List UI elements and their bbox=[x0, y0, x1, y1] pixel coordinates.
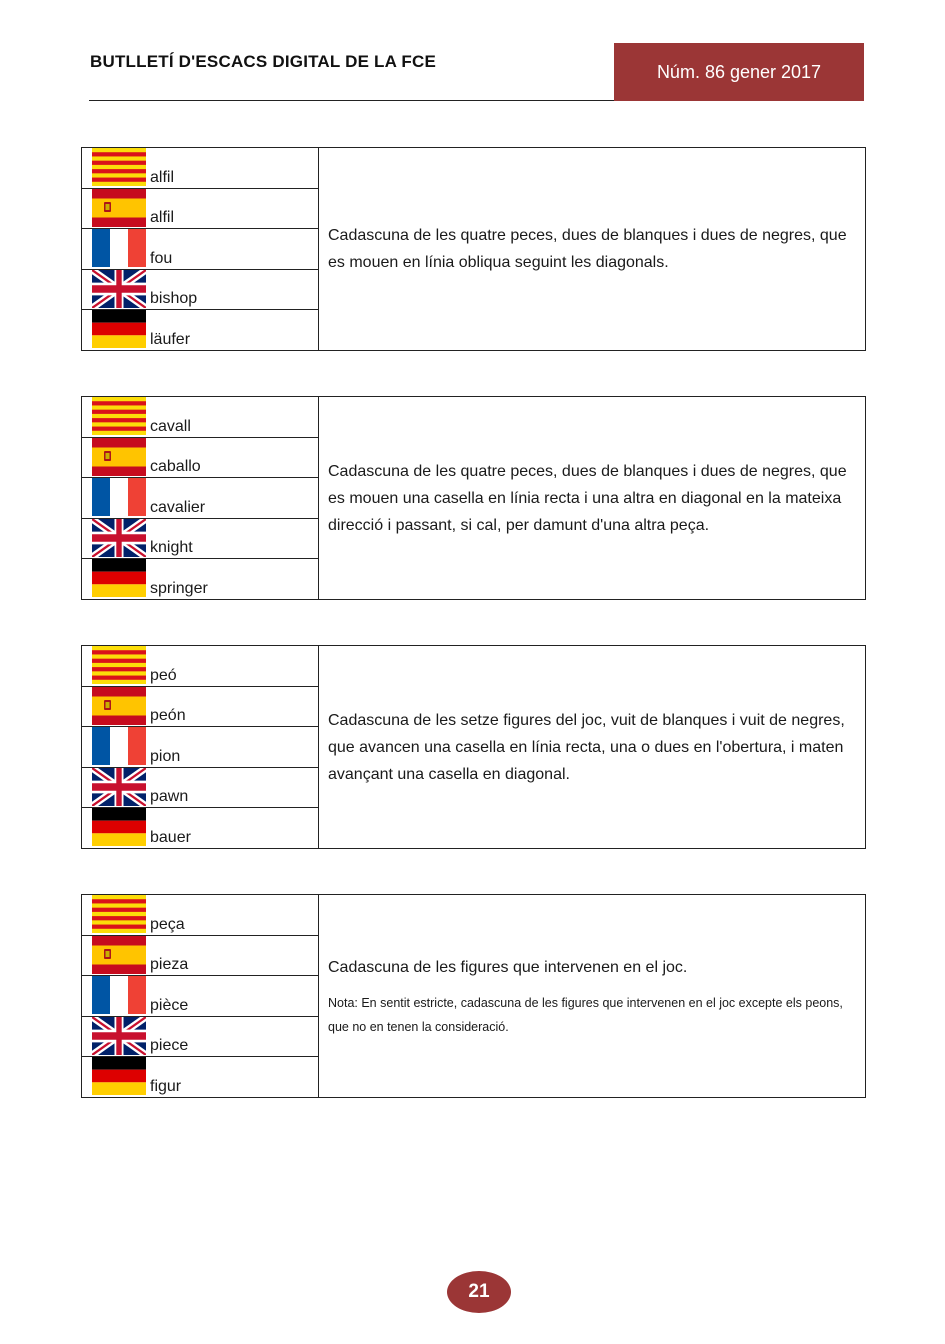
header-divider bbox=[89, 100, 615, 101]
germany-flag-icon bbox=[92, 1057, 146, 1095]
term-word: bauer bbox=[150, 828, 191, 846]
catalonia-flag-icon bbox=[92, 148, 146, 186]
definition-text: Cadascuna de les setze figures del joc, vuit de blanques i vuit de negres, que avancen una casella en línia recta, una o dues en l'obertura, i maten avançant una casella en diagonal. bbox=[328, 711, 845, 783]
france-flag-icon bbox=[92, 478, 146, 516]
definition-cell bbox=[319, 646, 865, 848]
term-word: knight bbox=[150, 539, 193, 557]
term-word: pawn bbox=[150, 788, 189, 806]
germany-flag-icon bbox=[92, 808, 146, 846]
term-word: pièce bbox=[150, 996, 189, 1014]
term-row bbox=[82, 229, 318, 270]
issue-badge bbox=[614, 43, 864, 101]
spain-flag-icon bbox=[92, 438, 146, 476]
page-number: 21 bbox=[468, 1281, 490, 1302]
term-row bbox=[82, 310, 318, 350]
definition-cell bbox=[319, 397, 865, 599]
definition-note: Nota: En sentit estricte, cadascuna de les figures que intervenen en el joc excepte els peons, que no en tenen la consideració. bbox=[328, 995, 843, 1034]
term-row bbox=[82, 727, 318, 768]
term-list bbox=[82, 895, 319, 1097]
definition-text: Cadascuna de les quatre peces, dues de blanques i dues de negres, que es mouen en línia obliqua seguint les diagonals. bbox=[328, 227, 847, 271]
term-word: peó bbox=[150, 666, 177, 684]
term-word: läufer bbox=[150, 330, 191, 348]
uk-flag-icon bbox=[92, 768, 146, 806]
term-list bbox=[82, 646, 319, 848]
page-number-badge bbox=[447, 1271, 511, 1313]
catalonia-flag-icon bbox=[92, 397, 146, 435]
catalonia-flag-icon bbox=[92, 646, 146, 684]
term-word: pion bbox=[150, 747, 181, 765]
term-list bbox=[82, 148, 319, 350]
definition-cell bbox=[319, 895, 865, 1097]
term-word: figur bbox=[150, 1077, 182, 1095]
term-list bbox=[82, 397, 319, 599]
spain-flag-icon bbox=[92, 936, 146, 974]
germany-flag-icon bbox=[92, 310, 146, 348]
definition-text: Cadascuna de les quatre peces, dues de blanques i dues de negres, que es mouen una casella en línia recta i una altra en diagonal en la mateixa direcció i passant, si cal, per damunt d'una altra peça. bbox=[328, 462, 847, 534]
term-row bbox=[82, 976, 318, 1017]
term-row bbox=[82, 559, 318, 599]
term-row bbox=[82, 189, 318, 230]
bulletin-title: BUTLLETÍ D'ESCACS DIGITAL DE LA FCE bbox=[90, 52, 437, 71]
glossary-table-pawn bbox=[81, 645, 866, 849]
term-row bbox=[82, 687, 318, 728]
france-flag-icon bbox=[92, 976, 146, 1014]
term-row bbox=[82, 478, 318, 519]
spain-flag-icon bbox=[92, 687, 146, 725]
germany-flag-icon bbox=[92, 559, 146, 597]
term-word: peón bbox=[150, 707, 186, 725]
term-word: springer bbox=[150, 579, 208, 597]
glossary-table-bishop bbox=[81, 147, 866, 351]
glossary-table-knight bbox=[81, 396, 866, 600]
uk-flag-icon bbox=[92, 519, 146, 557]
term-row bbox=[82, 1017, 318, 1058]
term-row bbox=[82, 646, 318, 687]
term-row bbox=[82, 519, 318, 560]
term-word: pieza bbox=[150, 956, 189, 974]
term-word: bishop bbox=[150, 290, 198, 308]
glossary-table-piece bbox=[81, 894, 866, 1098]
term-word: caballo bbox=[150, 458, 201, 476]
france-flag-icon bbox=[92, 727, 146, 765]
term-row bbox=[82, 895, 318, 936]
term-row bbox=[82, 936, 318, 977]
term-word: piece bbox=[150, 1037, 189, 1055]
definition-cell bbox=[319, 148, 865, 350]
term-row bbox=[82, 438, 318, 479]
definition-text: Cadascuna de les figures que intervenen en el joc. bbox=[328, 958, 688, 976]
uk-flag-icon bbox=[92, 270, 146, 308]
term-row bbox=[82, 808, 318, 848]
catalonia-flag-icon bbox=[92, 895, 146, 933]
spain-flag-icon bbox=[92, 189, 146, 227]
term-row bbox=[82, 270, 318, 311]
france-flag-icon bbox=[92, 229, 146, 267]
term-word: cavall bbox=[150, 417, 191, 435]
uk-flag-icon bbox=[92, 1017, 146, 1055]
issue-label: Núm. 86 gener 2017 bbox=[656, 61, 822, 82]
term-row bbox=[82, 1057, 318, 1097]
term-row bbox=[82, 148, 318, 189]
term-row bbox=[82, 397, 318, 438]
term-word: peça bbox=[150, 915, 185, 933]
term-word: alfil bbox=[150, 209, 175, 227]
term-word: alfil bbox=[150, 168, 175, 186]
term-word: fou bbox=[150, 249, 173, 267]
term-word: cavalier bbox=[150, 498, 206, 516]
term-row bbox=[82, 768, 318, 809]
